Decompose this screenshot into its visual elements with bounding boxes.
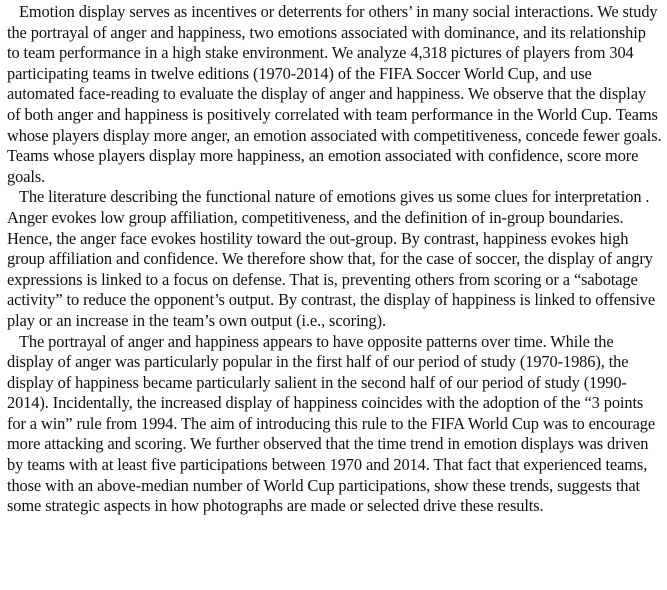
paragraph-literature: The literature describing the functional nature of emotions gives us some clues for interpretation . Anger evokes low group affiliation, competitiveness, and the definition of in-group boundaries. Hence, the anger face evokes hostility toward the out-group. By contrast, happiness evokes high group affiliation and confidence. We therefore show that, for the case of soccer, the display of angry expressions is linked to a focus on defense. That is, preventing others from scoring or a “sabotage activity” to reduce the opponent’s output. By contrast, the display of happiness is linked to offensive play or an increase in the team’s own output (i.e., scoring). [7,187,656,330]
paragraph-time-trends: The portrayal of anger and happiness appears to have opposite patterns over time. While the display of anger was particularly popular in the first half of our period of study (1970-1986), the display of happiness became particularly salient in the second half of our period of study (1990-2014). Incidentally, the increased display of happiness coincides with the adoption of the “3 points for a win” rule from 1994. The aim of introducing this rule to the FIFA World Cup was to encourage more attacking and scoring. We further observed that the time trend in emotion displays was driven by teams with at least five participations between 1970 and 2014. That fact that experienced teams, those with an above-median number of World Cup participations, show these trends, suggests that some strategic aspects in how photographs are made or selected drive these results. [7,331,656,516]
paragraph-abstract: Emotion display serves as incentives or deterrents for others’ in many social interactions. We study the portrayal of anger and happiness, two emotions associated with dominance, and its relationship to team performance in a high stake environment. We analyze 4,318 pictures of players from 304 participating teams in twelve editions (1970-2014) of the FIFA Soccer World Cup, and use automated face-reading to evaluate the display of anger and happiness. We observe that the display of both anger and happiness is positively correlated with team performance in the World Cup. Teams whose players display more anger, an emotion associated with competitiveness, concede fewer goals. Teams whose players display more happiness, an emotion associated with confidence, score more goals. [7,2,662,186]
